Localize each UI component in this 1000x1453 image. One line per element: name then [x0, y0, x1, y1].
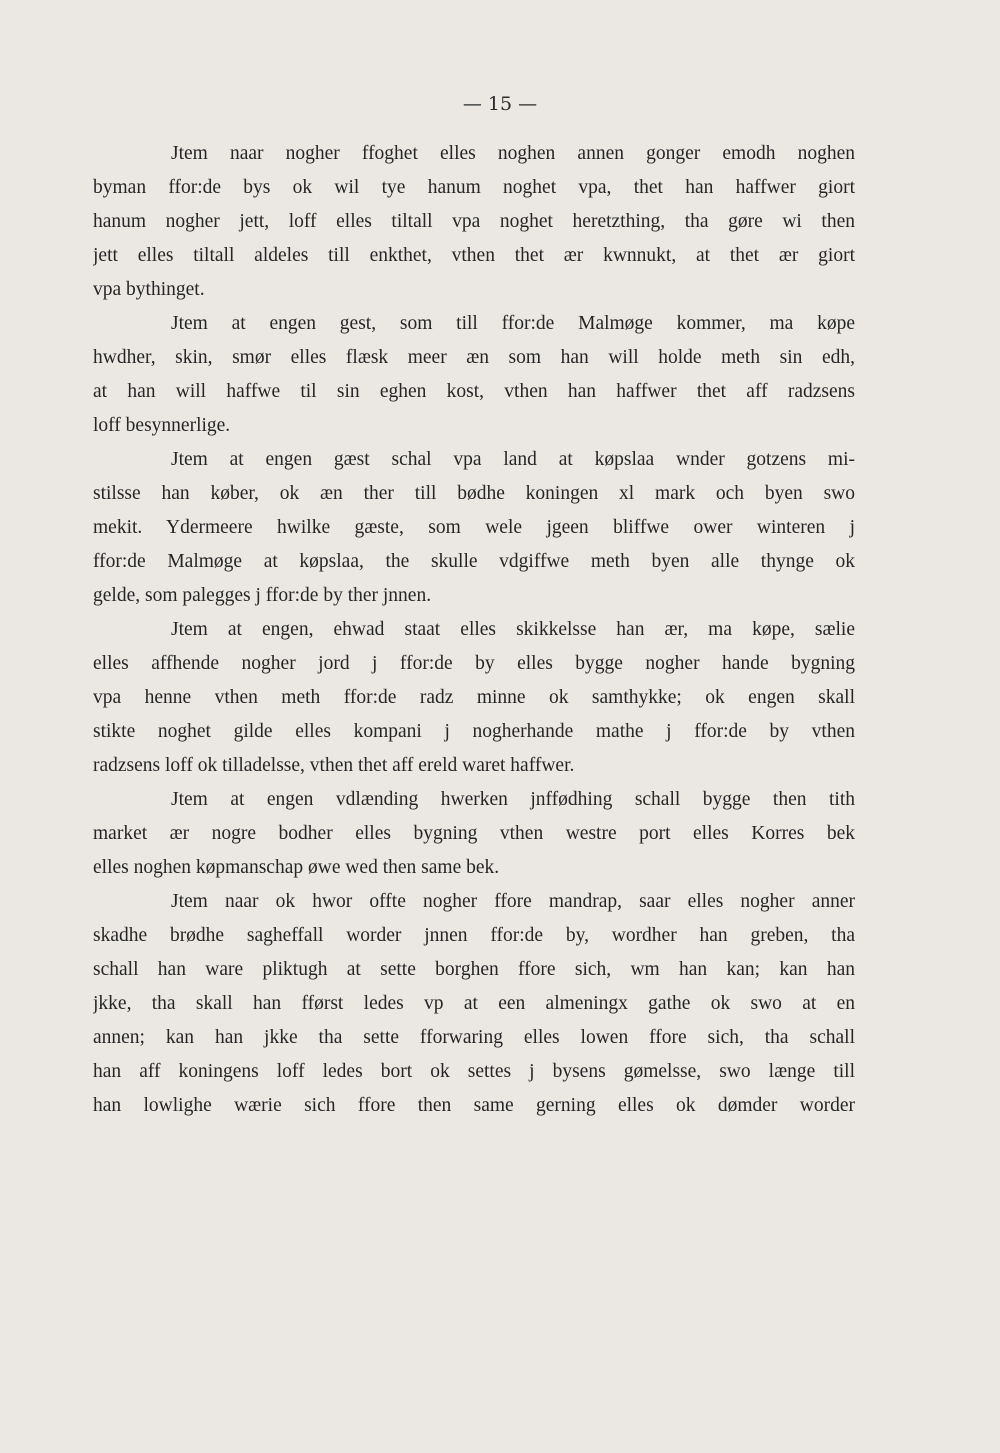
text-line: elles noghen køpmanschap øwe wed then same bek. [93, 857, 500, 878]
text-line: jkke, tha skall han fførst ledes vp at een almeningx gathe ok swo at en [93, 993, 855, 1014]
text-line: ffor:de Malmøge at køpslaa, the skulle vdgiffwe meth byen alle thynge ok [93, 551, 855, 572]
text-line: stikte noghet gilde elles kompani j nogherhande mathe j ffor:de by vthen [93, 721, 855, 742]
text-line: at han will haffwe til sin eghen kost, vthen han haffwer thet aff radzsens [93, 381, 855, 402]
text-line: market ær nogre bodher elles bygning vthen westre port elles Korres bek [93, 823, 855, 844]
paragraph [93, 443, 855, 613]
text-line: annen; kan han jkke tha sette fforwaring elles lowen ffore sich, tha schall [93, 1027, 855, 1048]
paragraph [93, 307, 855, 443]
text-line: loff besynnerlige. [93, 415, 231, 436]
text-line: Jtem naar nogher ffoghet elles noghen annen gonger emodh noghen [171, 143, 855, 164]
text-line: Jtem at engen, ehwad staat elles skikkelsse han ær, ma køpe, sælie [171, 619, 855, 640]
text-line: han aff koningens loff ledes bort ok settes j bysens gømelsse, swo længe till [93, 1061, 855, 1082]
text-line: Jtem at engen gæst schal vpa land at køpslaa wnder gotzens mi- [171, 449, 855, 470]
text-line: vpa henne vthen meth ffor:de radz minne ok samthykke; ok engen skall [93, 687, 855, 708]
text-line: stilsse han køber, ok æn ther till bødhe koningen xl mark och byen swo [93, 483, 855, 504]
text-line: schall han ware pliktugh at sette borghen ffore sich, wm han kan; kan han [93, 959, 855, 980]
paragraph [93, 783, 855, 885]
text-line: mekit. Ydermeere hwilke gæste, som wele jgeen bliffwe ower winteren j [93, 517, 855, 538]
text-line: jett elles tiltall aldeles till enkthet, vthen thet ær kwnnukt, at thet ær giort [93, 245, 855, 266]
text-line: han lowlighe wærie sich ffore then same gerning elles ok dømder worder [93, 1095, 855, 1116]
paragraph [93, 137, 855, 307]
paragraph [93, 613, 855, 783]
text-line: skadhe brødhe sagheffall worder jnnen ffor:de by, wordher han greben, tha [93, 925, 855, 946]
text-line: Jtem at engen gest, som till ffor:de Malmøge kommer, ma køpe [171, 313, 855, 334]
paragraph [93, 885, 855, 1123]
text-line: radzsens loff ok tilladelsse, vthen thet aff ereld waret haffwer. [93, 755, 575, 776]
text-line: Jtem at engen vdlænding hwerken jnffødhing schall bygge then tith [171, 789, 855, 810]
text-block [93, 137, 855, 1123]
text-line: hwdher, skin, smør elles flæsk meer æn som han will holde meth sin edh, [93, 347, 855, 368]
text-line: gelde, som palegges j ffor:de by ther jnnen. [93, 585, 432, 606]
text-line: vpa bythinget. [93, 279, 205, 300]
text-line: elles affhende nogher jord j ffor:de by elles bygge nogher hande bygning [93, 653, 855, 674]
text-line: hanum nogher jett, loff elles tiltall vpa noghet heretzthing, tha gøre wi then [93, 211, 855, 232]
page-number: — 15 — [462, 93, 538, 115]
text-line: Jtem naar ok hwor offte nogher ffore mandrap, saar elles nogher anner [171, 891, 855, 912]
text-line: byman ffor:de bys ok wil tye hanum noghet vpa, thet han haffwer giort [93, 177, 855, 198]
